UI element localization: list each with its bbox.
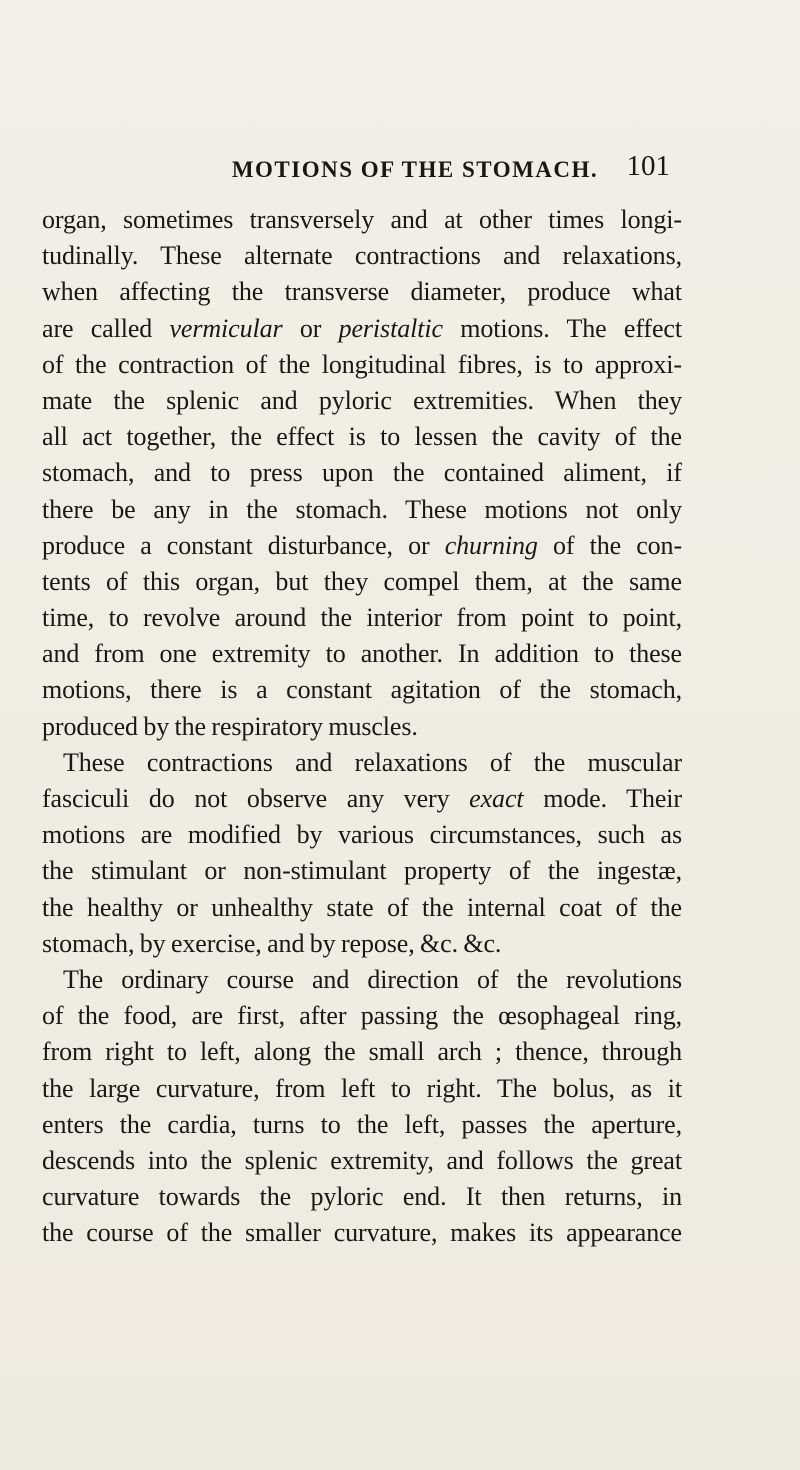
- italic-term-peristaltic: peristaltic: [338, 313, 443, 343]
- text-line: of the food, are first, after passing the œsophageal ring,: [42, 1001, 682, 1031]
- text-run: of the con-: [537, 530, 683, 560]
- text-run: motions. The effect: [442, 313, 682, 343]
- text-line: produced by the respiratory muscles.: [42, 711, 418, 741]
- text-line: there be any in the stomach. These motions not only: [42, 494, 682, 524]
- text-line: and from one extremity to another. In addition to these: [42, 639, 682, 669]
- text-line: all act together, the effect is to lessen the cavity of the: [42, 422, 682, 452]
- italic-term-vermicular: vermicular: [169, 313, 283, 343]
- text-line: time, to revolve around the interior from point to point,: [42, 603, 682, 633]
- text-line: [42, 781, 682, 817]
- text-line: mate the splenic and pyloric extremities. When they: [42, 385, 682, 415]
- text-line: motions are modified by various circumstances, such as: [42, 820, 682, 850]
- text-line: stomach, and to press upon the contained aliment, if: [42, 458, 682, 488]
- text-run: mode. Their: [523, 784, 682, 813]
- text-line: tudinally. These alternate contractions and relaxations,: [42, 241, 682, 271]
- italic-term-churning: churning: [444, 530, 538, 560]
- text-line: [42, 528, 682, 564]
- running-head: [0, 150, 800, 190]
- text-line: of the contraction of the longitudinal fibres, is to approxi-: [42, 349, 682, 379]
- text-line: when affecting the transverse diameter, produce what: [42, 277, 682, 307]
- text-line: curvature towards the pyloric end. It then returns, in: [42, 1182, 682, 1212]
- text-line: stomach, by exercise, and by repose, &c. &c.: [42, 928, 502, 958]
- text-line: tents of this organ, but they compel them, at the same: [42, 566, 682, 596]
- text-line: descends into the splenic extremity, and follows the great: [42, 1145, 682, 1175]
- running-head-title: MOTIONS OF THE STOMACH.: [231, 157, 599, 182]
- text-run: are called: [42, 313, 170, 343]
- text-run: or: [282, 313, 339, 343]
- text-line: from right to left, along the small arch ; thence, through: [42, 1037, 682, 1067]
- text-line: motions, there is a constant agitation of the stomach,: [42, 675, 682, 705]
- text-run: produce a constant disturbance, or: [42, 530, 445, 560]
- text-run: fasciculi do not observe any very: [42, 784, 470, 813]
- body-text: [42, 202, 682, 1251]
- text-line: the healthy or unhealthy state of the internal coat of the: [42, 892, 682, 922]
- text-line: organ, sometimes transversely and at other times longi-: [42, 205, 682, 234]
- text-line: the large curvature, from left to right. The bolus, as it: [42, 1073, 682, 1103]
- page-number: 101: [626, 150, 670, 182]
- paragraph-start-line: The ordinary course and direction of the revolutions: [63, 964, 682, 994]
- text-line: the course of the smaller curvature, makes its appearance: [42, 1218, 682, 1248]
- text-line: enters the cardia, turns to the left, passes the aperture,: [42, 1109, 682, 1139]
- italic-term-exact: exact: [469, 784, 524, 813]
- text-line: [42, 311, 682, 347]
- paragraph-start-line: These contractions and relaxations of the muscular: [63, 747, 682, 777]
- text-line: the stimulant or non-stimulant property of the ingestæ,: [42, 856, 682, 886]
